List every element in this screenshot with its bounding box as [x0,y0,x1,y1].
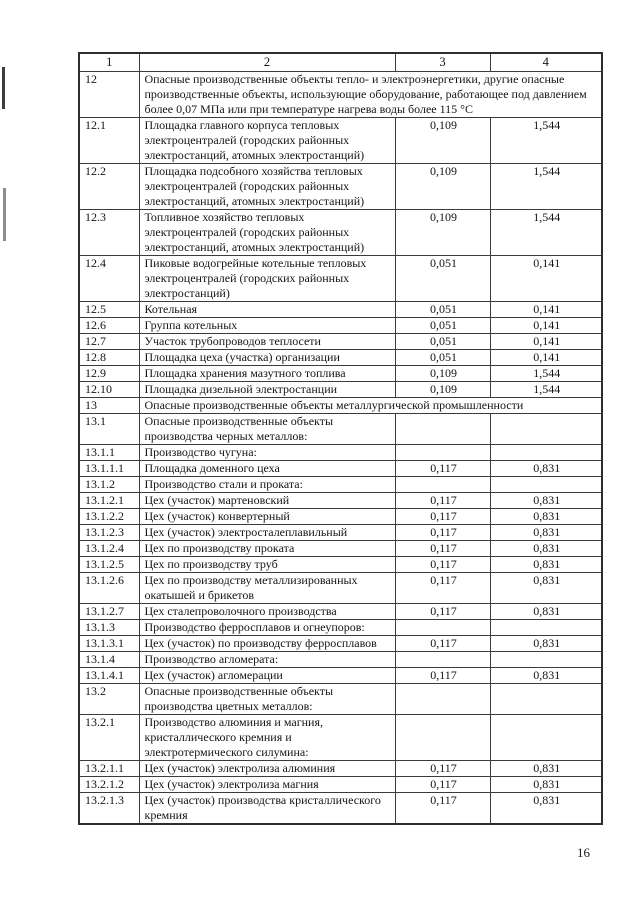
table-row [79,318,602,334]
table-row [79,445,602,461]
object-name-cell: Площадка дизельной электростанции [139,382,395,398]
coefficient-col4-cell [490,414,602,445]
table-row [79,636,602,652]
object-name-cell: Площадка подсобного хозяйства тепловых электроцентралей (городских районных электростанций, атомных электростанций) [139,164,395,210]
object-name-cell: Площадка хранения мазутного топлива [139,366,395,382]
coefficient-col3-cell: 0,117 [395,573,490,604]
object-name-cell: Производство алюминия и магния, кристаллического кремния и электротермического силумина: [139,715,395,761]
object-name-cell: Топливное хозяйство тепловых электроцентралей (городских районных электростанций, атомных электростанций) [139,210,395,256]
coefficient-col3-cell: 0,117 [395,493,490,509]
coefficient-col3-cell: 0,117 [395,525,490,541]
table-row [79,493,602,509]
row-number-cell: 13.1.3 [79,620,139,636]
table-row [79,715,602,761]
table-row [79,573,602,604]
object-name-cell: Пиковые водогрейные котельные тепловых электроцентралей (городских районных электростанций) [139,256,395,302]
object-name-cell: Цех (участок) электролиза алюминия [139,761,395,777]
row-number-cell: 13.1.2.7 [79,604,139,620]
object-name-cell: Цех (участок) электролиза магния [139,777,395,793]
row-number-cell: 13.1.4 [79,652,139,668]
table-row [79,382,602,398]
table-header-row [79,53,602,72]
object-name-cell: Площадка главного корпуса тепловых электроцентралей (городских районных электростанций, атомных электростанций) [139,118,395,164]
table-row [79,620,602,636]
object-name-cell: Участок трубопроводов теплосети [139,334,395,350]
row-number-cell: 13.2.1 [79,715,139,761]
object-name-cell: Опасные производственные объекты производства черных металлов: [139,414,395,445]
coefficient-col3-cell: 0,117 [395,461,490,477]
table-row [79,525,602,541]
table-row [79,72,602,118]
coefficient-col4-cell: 0,831 [490,573,602,604]
column-header-2: 2 [139,53,395,72]
object-name-cell: Опасные производственные объекты тепло- и электроэнергетики, другие опасные производственные объекты, использующие оборудование, работающее под давлением более 0,07 МПа или при температуре нагрева воды более 115 °С [139,72,602,118]
row-number-cell: 12 [79,72,139,118]
row-number-cell: 13.1.3.1 [79,636,139,652]
coefficient-col4-cell: 0,831 [490,777,602,793]
object-name-cell: Цех (участок) производства кристаллического кремния [139,793,395,825]
coefficient-col4-cell: 0,831 [490,793,602,825]
coefficient-col4-cell: 1,544 [490,164,602,210]
coefficient-col3-cell: 0,109 [395,210,490,256]
coefficient-col3-cell: 0,109 [395,118,490,164]
column-header-3: 3 [395,53,490,72]
table-row [79,164,602,210]
coefficient-col4-cell: 0,831 [490,509,602,525]
coefficient-col3-cell [395,652,490,668]
coefficient-col3-cell: 0,117 [395,541,490,557]
coefficient-col4-cell: 0,831 [490,761,602,777]
object-name-cell: Цех (участок) агломерации [139,668,395,684]
object-name-cell: Опасные производственные объекты производства цветных металлов: [139,684,395,715]
object-name-cell: Производство агломерата: [139,652,395,668]
coefficient-col4-cell: 0,831 [490,525,602,541]
table-row [79,604,602,620]
coefficient-col3-cell: 0,109 [395,164,490,210]
coefficient-col3-cell [395,445,490,461]
row-number-cell: 13.2 [79,684,139,715]
row-number-cell: 12.7 [79,334,139,350]
coefficient-col4-cell: 0,831 [490,541,602,557]
object-name-cell: Цех сталепроволочного производства [139,604,395,620]
row-number-cell: 12.4 [79,256,139,302]
object-name-cell: Цех по производству проката [139,541,395,557]
object-name-cell: Площадка доменного цеха [139,461,395,477]
row-number-cell: 13 [79,398,139,414]
coefficient-col3-cell: 0,117 [395,777,490,793]
coefficient-col3-cell: 0,117 [395,557,490,573]
row-number-cell: 12.1 [79,118,139,164]
table-row [79,652,602,668]
table-row [79,256,602,302]
coefficient-col4-cell [490,684,602,715]
coefficient-col3-cell: 0,117 [395,509,490,525]
table-row [79,477,602,493]
scan-artifact-line [3,188,6,241]
object-name-cell: Цех по производству металлизированных окатышей и брикетов [139,573,395,604]
object-name-cell: Производство ферросплавов и огнеупоров: [139,620,395,636]
coefficient-col4-cell [490,620,602,636]
row-number-cell: 13.2.1.3 [79,793,139,825]
row-number-cell: 13.1.4.1 [79,668,139,684]
coefficient-col4-cell: 0,141 [490,350,602,366]
coefficient-col4-cell: 0,141 [490,256,602,302]
object-name-cell: Производство чугуна: [139,445,395,461]
table-row [79,366,602,382]
coefficient-col4-cell [490,715,602,761]
object-name-cell: Цех по производству труб [139,557,395,573]
coefficient-col4-cell: 0,831 [490,636,602,652]
coefficient-col4-cell [490,652,602,668]
coefficient-col3-cell: 0,109 [395,382,490,398]
row-number-cell: 13.1.2.6 [79,573,139,604]
coefficient-col4-cell: 0,831 [490,604,602,620]
table-row [79,210,602,256]
coefficient-col4-cell: 0,831 [490,557,602,573]
row-number-cell: 12.3 [79,210,139,256]
row-number-cell: 13.1.2.1 [79,493,139,509]
coefficient-col4-cell: 1,544 [490,210,602,256]
table-row [79,777,602,793]
table-row [79,461,602,477]
table-row [79,118,602,164]
coefficient-col3-cell: 0,117 [395,793,490,825]
row-number-cell: 13.2.1.1 [79,761,139,777]
coefficient-col3-cell: 0,117 [395,761,490,777]
page-number: 16 [577,845,590,860]
table-row [79,761,602,777]
coefficient-col3-cell [395,684,490,715]
coefficient-col3-cell: 0,051 [395,334,490,350]
row-number-cell: 13.1 [79,414,139,445]
object-name-cell: Цех (участок) электросталеплавильный [139,525,395,541]
coefficient-col4-cell [490,477,602,493]
table-row [79,302,602,318]
coefficient-col4-cell: 1,544 [490,382,602,398]
row-number-cell: 13.1.2 [79,477,139,493]
coefficient-col4-cell: 1,544 [490,118,602,164]
coefficient-col4-cell: 0,831 [490,493,602,509]
coefficient-col3-cell [395,620,490,636]
table-row [79,509,602,525]
row-number-cell: 13.1.2.5 [79,557,139,573]
table-row [79,668,602,684]
coefficient-col3-cell: 0,051 [395,302,490,318]
coefficient-col4-cell: 0,831 [490,461,602,477]
row-number-cell: 13.2.1.2 [79,777,139,793]
table-row [79,541,602,557]
coefficient-col3-cell [395,715,490,761]
coefficient-col4-cell: 1,544 [490,366,602,382]
row-number-cell: 13.1.2.2 [79,509,139,525]
coefficient-col4-cell [490,445,602,461]
coefficient-col3-cell: 0,117 [395,668,490,684]
coefficient-col3-cell: 0,109 [395,366,490,382]
row-number-cell: 13.1.2.3 [79,525,139,541]
coefficient-col3-cell: 0,051 [395,318,490,334]
row-number-cell: 12.9 [79,366,139,382]
object-name-cell: Котельная [139,302,395,318]
row-number-cell: 13.1.1.1 [79,461,139,477]
row-number-cell: 12.5 [79,302,139,318]
row-number-cell: 13.1.1 [79,445,139,461]
table-row [79,557,602,573]
coefficient-col3-cell [395,414,490,445]
column-header-4: 4 [490,53,602,72]
row-number-cell: 13.1.2.4 [79,541,139,557]
coefficient-col3-cell: 0,051 [395,350,490,366]
table-row [79,414,602,445]
row-number-cell: 12.2 [79,164,139,210]
table-row [79,684,602,715]
object-name-cell: Цех (участок) мартеновский [139,493,395,509]
table-row [79,793,602,825]
coefficient-col3-cell: 0,051 [395,256,490,302]
coefficient-col4-cell: 0,141 [490,302,602,318]
tariff-table [78,52,603,825]
object-name-cell: Цех (участок) конвертерный [139,509,395,525]
row-number-cell: 12.6 [79,318,139,334]
object-name-cell: Производство стали и проката: [139,477,395,493]
row-number-cell: 12.8 [79,350,139,366]
scan-artifact-line [2,67,5,109]
object-name-cell: Группа котельных [139,318,395,334]
object-name-cell: Площадка цеха (участка) организации [139,350,395,366]
object-name-cell: Опасные производственные объекты металлургической промышленности [139,398,602,414]
coefficient-col3-cell [395,477,490,493]
table-row [79,334,602,350]
coefficient-col3-cell: 0,117 [395,604,490,620]
coefficient-col4-cell: 0,141 [490,318,602,334]
coefficient-col4-cell: 0,831 [490,668,602,684]
row-number-cell: 12.10 [79,382,139,398]
table-row [79,398,602,414]
column-header-1: 1 [79,53,139,72]
coefficient-col4-cell: 0,141 [490,334,602,350]
tariff-table-body [79,72,602,825]
coefficient-col3-cell: 0,117 [395,636,490,652]
object-name-cell: Цех (участок) по производству ферросплавов [139,636,395,652]
table-row [79,350,602,366]
